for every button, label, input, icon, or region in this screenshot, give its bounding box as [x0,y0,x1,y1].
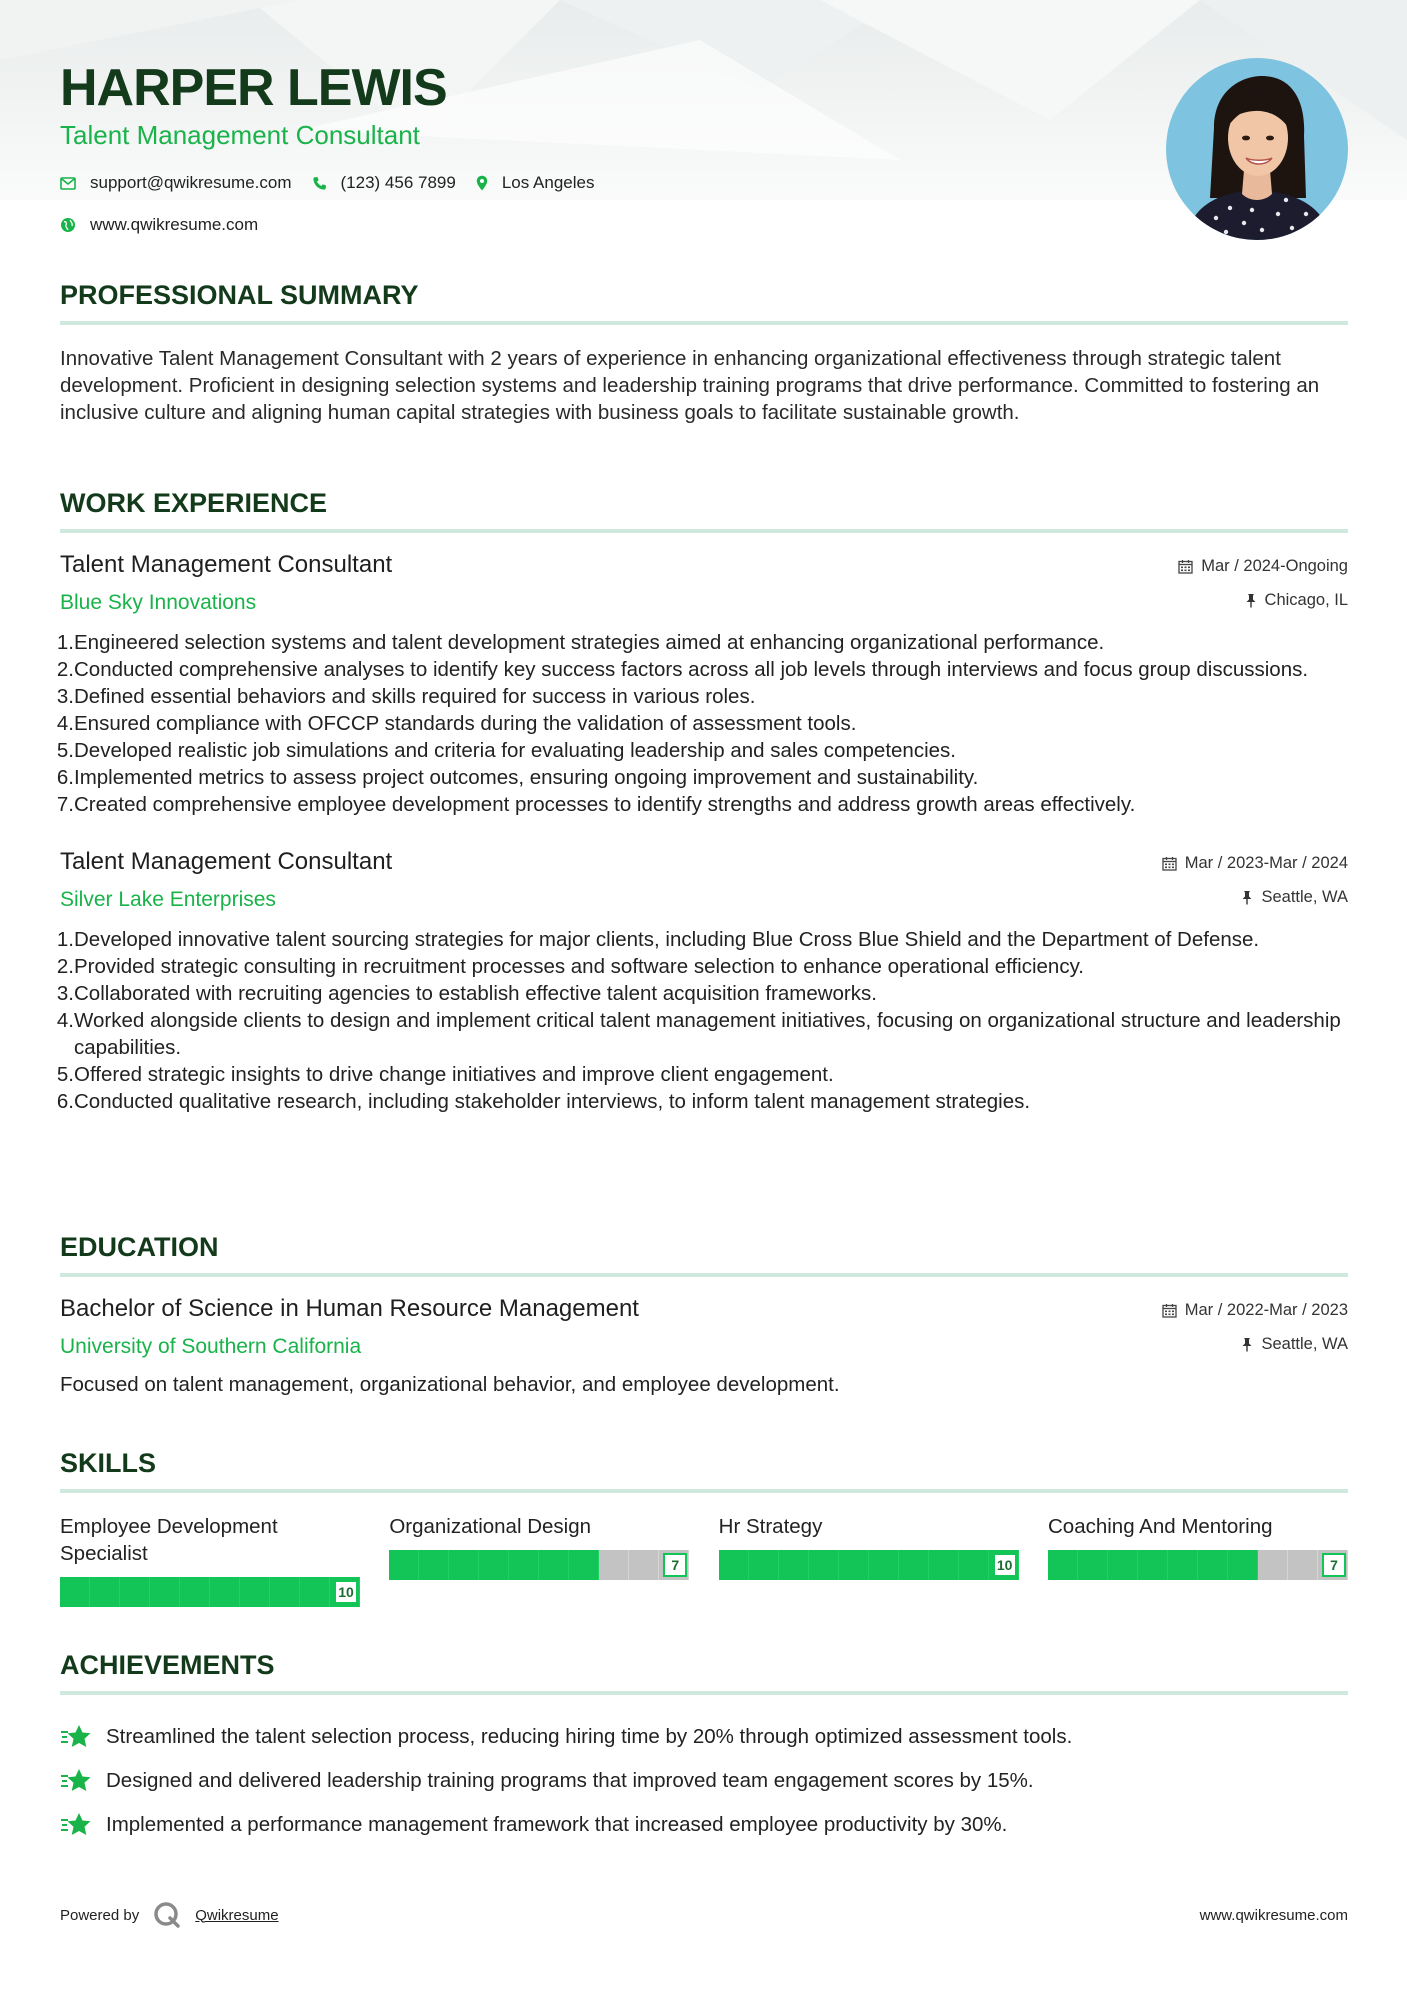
footer-website-link[interactable]: www.qwikresume.com [1199,1906,1348,1924]
resume-header [60,0,1348,258]
phone-text: (123) 456 7899 [340,173,456,192]
contact-row [60,173,614,193]
education-location [1241,1335,1348,1354]
job-bullets [56,629,1348,818]
pushpin-icon [1241,1337,1253,1352]
skill-segment-empty [599,1550,629,1580]
contact-website[interactable] [60,215,258,235]
list-item: 6. Conducted qualitative research, including stakeholder interviews, to inform talent management strategies. [56,1090,1031,1113]
skill-item [60,1513,360,1607]
job-company: Silver Lake Enterprises [60,888,276,911]
section-divider [60,1691,1348,1695]
page-footer [60,1900,1348,1930]
job-location-text: Seattle, WA [1261,888,1348,906]
profile-portrait-image [1166,58,1348,240]
skill-segment-filled [240,1577,270,1607]
list-item: 5. Developed realistic job simulations and criteria for evaluating leadership and sales competencies. [56,739,956,762]
skill-segment-filled [150,1577,180,1607]
job-date-text: Mar / 2023-Mar / 2024 [1184,854,1348,872]
skill-segment-filled [419,1550,449,1580]
skill-level-value: 10 [993,1553,1017,1577]
calendar-icon [1162,856,1177,871]
profile-photo [1166,58,1348,240]
section-divider [60,529,1348,533]
skill-name: Hr Strategy [718,1515,823,1538]
contact-phone[interactable] [312,173,456,193]
skills-section [60,1448,1348,1607]
summary-section [60,280,1348,426]
job-entry [56,848,1348,1115]
education-date [1162,1301,1348,1320]
skill-segment-filled [1198,1550,1228,1580]
list-item [60,1715,1348,1759]
skill-segment-filled [90,1577,120,1607]
skill-segment-filled [1078,1550,1108,1580]
list-item: 2. Conducted comprehensive analyses to identify key success factors across all job levels through interviews and focus group discussions. [56,658,1309,681]
job-location [1245,591,1348,610]
calendar-icon [1178,559,1193,574]
list-item: 2. Provided strategic consulting in recruitment processes and software selection to enhance operational efficiency. [56,955,1084,978]
achievements-section [60,1650,1348,1847]
list-item: 1. Developed innovative talent sourcing strategies for major clients, including Blue Cross Blue Shield and the Department of Defense. [56,928,1260,951]
section-divider [60,1273,1348,1277]
experience-section [56,488,1348,1115]
achievement-text: Implemented a performance management framework that increased employee productivity by 30%. [106,1813,1008,1836]
skill-item [1048,1513,1348,1607]
skills-list [60,1513,1348,1607]
skill-segment-filled [479,1550,509,1580]
powered-by [60,1901,279,1929]
achievement-text: Designed and delivered leadership training programs that improved team engagement scores by 15%. [106,1769,1034,1792]
skill-segment-filled [1138,1550,1168,1580]
job-location [1241,888,1348,907]
skill-segment-filled [60,1577,90,1607]
skill-segment-filled [899,1550,929,1580]
summary-heading: PROFESSIONAL SUMMARY [60,280,419,310]
list-item: 4. Worked alongside clients to design and implement critical talent management initiatives, focusing on organizational structure and leadership capabilities. [56,1009,1341,1059]
job-date [1178,557,1348,576]
resume-page [56,0,1348,1924]
list-item: 5. Offered strategic insights to drive change initiatives and improve client engagement. [56,1063,834,1086]
skill-segment-empty [1288,1550,1318,1580]
globe-icon [60,217,76,233]
skill-segment-filled [719,1550,749,1580]
skill-segment-filled [210,1577,240,1607]
skills-heading: SKILLS [60,1448,157,1478]
skill-segment-filled [270,1577,300,1607]
candidate-role: Talent Management Consultant [60,120,420,150]
skill-segment-filled [929,1550,959,1580]
section-divider [60,321,1348,325]
degree-title: Bachelor of Science in Human Resource Management [60,1295,639,1322]
contact-email[interactable] [60,173,292,193]
map-pin-icon [476,175,488,191]
list-item: 1. Engineered selection systems and talent development strategies aimed at enhancing organizational performance. [56,631,1105,654]
skill-segment-empty [1258,1550,1288,1580]
skill-segment-filled [779,1550,809,1580]
pushpin-icon [1245,593,1257,608]
education-entry [60,1295,1348,1397]
skill-name: Employee Development Specialist [60,1515,278,1565]
qwikresume-logo-icon [153,1901,181,1929]
skill-segment-filled [959,1550,989,1580]
list-item: 7. Created comprehensive employee development processes to identify strengths and address growth areas effectively. [56,793,1136,816]
website-text: www.qwikresume.com [90,215,259,234]
skill-level-value: 10 [334,1580,358,1604]
job-company: Blue Sky Innovations [60,591,257,614]
skill-segment-filled [449,1550,479,1580]
skill-level-bar [1048,1550,1348,1580]
skill-segment-filled [1228,1550,1258,1580]
summary-text: Innovative Talent Management Consultant with 2 years of experience in enhancing organizational effectiveness through strategic talent development. Proficient in designing selection systems and leadership training programs that drive performance. Committed to fostering an inclusive culture and aligning human capital strategies with business goals to facilitate sustainable growth. [60,347,1320,424]
education-description: Focused on talent management, organizational behavior, and employee development. [60,1373,840,1396]
skill-level-bar [60,1577,360,1607]
skill-segment-filled [389,1550,419,1580]
skill-item [389,1513,689,1607]
calendar-icon [1162,1303,1177,1318]
star-badge-icon [60,1724,92,1750]
skill-level-bar [389,1550,689,1580]
skill-segment-filled [120,1577,150,1607]
star-badge-icon [60,1768,92,1794]
skill-name: Coaching And Mentoring [1047,1515,1273,1538]
skill-name: Organizational Design [389,1515,592,1538]
list-item [60,1803,1348,1847]
skill-level-bar [719,1550,1019,1580]
achievements-list [60,1715,1348,1847]
star-badge-icon [60,1812,92,1838]
skill-segment-filled [869,1550,899,1580]
skill-segment-filled [839,1550,869,1580]
job-location-text: Chicago, IL [1264,591,1348,609]
skill-segment-filled [180,1577,210,1607]
school-name: University of Southern California [60,1335,362,1358]
achievements-heading: ACHIEVEMENTS [60,1650,275,1680]
job-entry [56,551,1348,818]
candidate-name: HARPER LEWIS [60,59,447,117]
skill-segment-filled [1108,1550,1138,1580]
skill-segment-filled [1168,1550,1198,1580]
contact-location [476,173,595,193]
contact-row-website [60,215,278,235]
skill-item [719,1513,1019,1607]
education-heading: EDUCATION [60,1232,219,1262]
skill-level-value: 7 [1322,1553,1346,1577]
education-date-text: Mar / 2022-Mar / 2023 [1184,1301,1348,1319]
list-item: 4. Ensured compliance with OFCCP standards during the validation of assessment tools. [56,712,857,735]
skill-segment-filled [300,1577,330,1607]
section-divider [60,1489,1348,1493]
powered-by-label: Powered by [60,1906,140,1924]
list-item [60,1759,1348,1803]
skill-segment-filled [749,1550,779,1580]
list-item: 3. Collaborated with recruiting agencies to establish effective talent acquisition frameworks. [56,982,877,1005]
location-text: Los Angeles [501,173,595,192]
job-bullets [56,926,1348,1115]
job-title: Talent Management Consultant [60,551,393,578]
education-location-text: Seattle, WA [1261,1335,1348,1353]
achievement-text: Streamlined the talent selection process, reducing hiring time by 20% through optimized assessment tools. [106,1725,1073,1748]
list-item: 3. Defined essential behaviors and skills required for success in various roles. [56,685,756,708]
envelope-icon [60,177,76,190]
skill-level-value: 7 [663,1553,687,1577]
brand-link[interactable]: Qwikresume [195,1906,279,1924]
skill-segment-filled [539,1550,569,1580]
skill-segment-filled [809,1550,839,1580]
skill-segment-filled [509,1550,539,1580]
phone-icon [312,176,327,191]
job-title: Talent Management Consultant [60,848,393,875]
skill-segment-filled [569,1550,599,1580]
email-text: support@qwikresume.com [90,173,292,192]
skill-segment-filled [1048,1550,1078,1580]
experience-heading: WORK EXPERIENCE [60,488,328,518]
job-date [1162,854,1348,873]
job-date-text: Mar / 2024-Ongoing [1201,557,1348,575]
education-section [60,1232,1348,1397]
list-item: 6. Implemented metrics to assess project outcomes, ensuring ongoing improvement and sustainability. [56,766,979,789]
pushpin-icon [1241,890,1253,905]
skill-segment-empty [629,1550,659,1580]
